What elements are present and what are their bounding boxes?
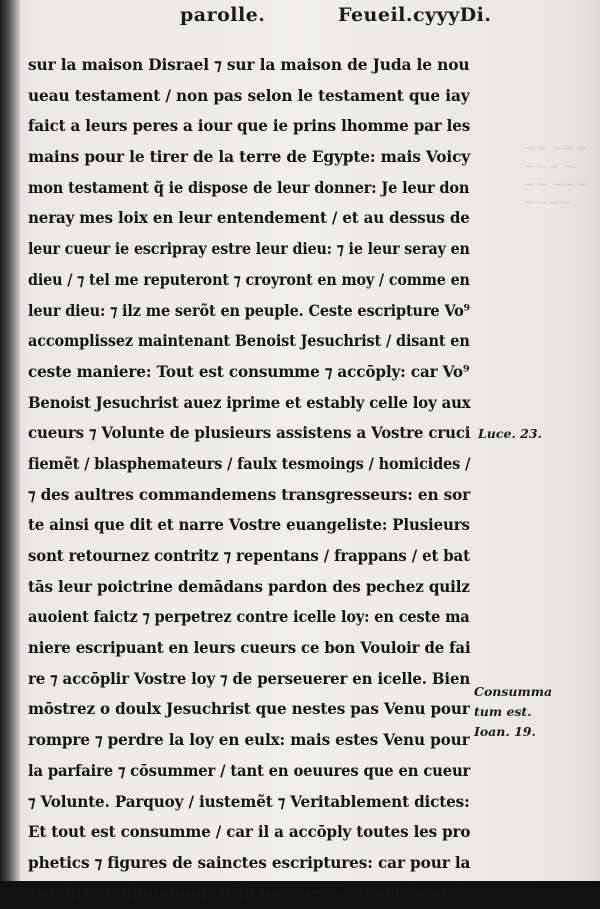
- show-through-text: ~~ ~~~ ~~~ ~ ~~ ~~~ ~~~~: [524, 141, 588, 211]
- text-line: ceste maniere: Tout est consumme ⁊ accōply: car Vo⁹: [28, 361, 470, 381]
- text-line: cueurs ⁊ Volunte de plusieurs assistens a Vostre cruci: [28, 423, 471, 443]
- text-line: mains pour le tirer de la terre de Egypte: mais Voicy: [28, 147, 471, 167]
- text-line: rompre ⁊ perdre la loy en eulx: mais estes Venu pour: [28, 730, 470, 750]
- text-line: mōstrez o doulx Jesuchrist que nestes pas Venu pour: [28, 699, 470, 719]
- text-line: Et tout est consumme / car il a accōply toutes les pro: [28, 822, 471, 842]
- text-line: sont retournez contritz ⁊ repentans / frappans / et bat: [28, 546, 470, 565]
- text-line: dieu / ⁊ tel me reputeront ⁊ croyront en moy / comme en: [28, 269, 470, 289]
- margin-note-consumma: [474, 682, 552, 742]
- main-text-block: [28, 50, 478, 909]
- text-line: faict a leurs peres a iour que ie prins lhomme par les: [28, 116, 471, 136]
- text-line: la parfaire ⁊ cōsummer / tant en oeuures que en cueur: [28, 760, 471, 780]
- text-line: tās leur poictrine demādans pardon des pechez quilz: [28, 576, 470, 596]
- margin-note-luce: Luce. 23.: [478, 426, 542, 441]
- text-line: phetics ⁊ figures de sainctes escriptures: car pour la: [28, 852, 471, 872]
- text-line: ueau testament / non pas selon le testament que iay: [28, 85, 470, 105]
- text-line: neray mes loix en leur entendement / et au dessus de: [28, 208, 470, 228]
- page-gutter-shadow: [0, 0, 20, 881]
- margin-note-line: tum est.: [474, 704, 532, 719]
- running-title: parolle.: [180, 4, 266, 26]
- text-line: Vendition iniquement traictee par son disciple et fa: [28, 883, 470, 903]
- folio-number: Feueil.cyyyDi.: [338, 4, 492, 26]
- text-line: re ⁊ accōplir Vostre loy ⁊ de perseuerer en icelle. Bien: [28, 668, 471, 688]
- margin-note-line: Ioan. 19.: [474, 724, 536, 739]
- text-line: leur dieu: ⁊ ilz me serõt en peuple. Ceste escripture Vo⁹: [28, 300, 470, 320]
- text-line: accomplissez maintenant Benoist Jesuchrist / disant en: [28, 331, 470, 351]
- text-line: fiemẽt / blasphemateurs / faulx tesmoings / homicides /: [28, 453, 471, 473]
- margin-note-line: Consumma: [474, 684, 553, 699]
- text-line: te ainsi que dit et narre Vostre euangeliste: Plusieurs: [28, 515, 470, 535]
- text-line: auoient faictz ⁊ perpetrez contre icelle loy: en ceste ma: [28, 607, 470, 627]
- text-line: niere escripuant en leurs cueurs ce bon Vouloir de fai: [28, 638, 471, 658]
- text-line: ⁊ Volunte. Parquoy / iustemẽt ⁊ Veritablement dictes:: [28, 791, 470, 811]
- text-line: mon testament q̃ ie dispose de leur donner: Je leur don: [28, 177, 470, 197]
- text-line: ⁊ des aultres commandemens transgresseurs: en sor: [28, 484, 471, 504]
- text-line: leur cueur ie escripray estre leur dieu: ⁊ ie leur seray en: [28, 239, 470, 259]
- text-line: Benoist Jesuchrist auez iprime et estably celle loy aux: [28, 392, 471, 412]
- text-line: sur la maison Disrael ⁊ sur la maison de Juda le nou: [28, 55, 470, 74]
